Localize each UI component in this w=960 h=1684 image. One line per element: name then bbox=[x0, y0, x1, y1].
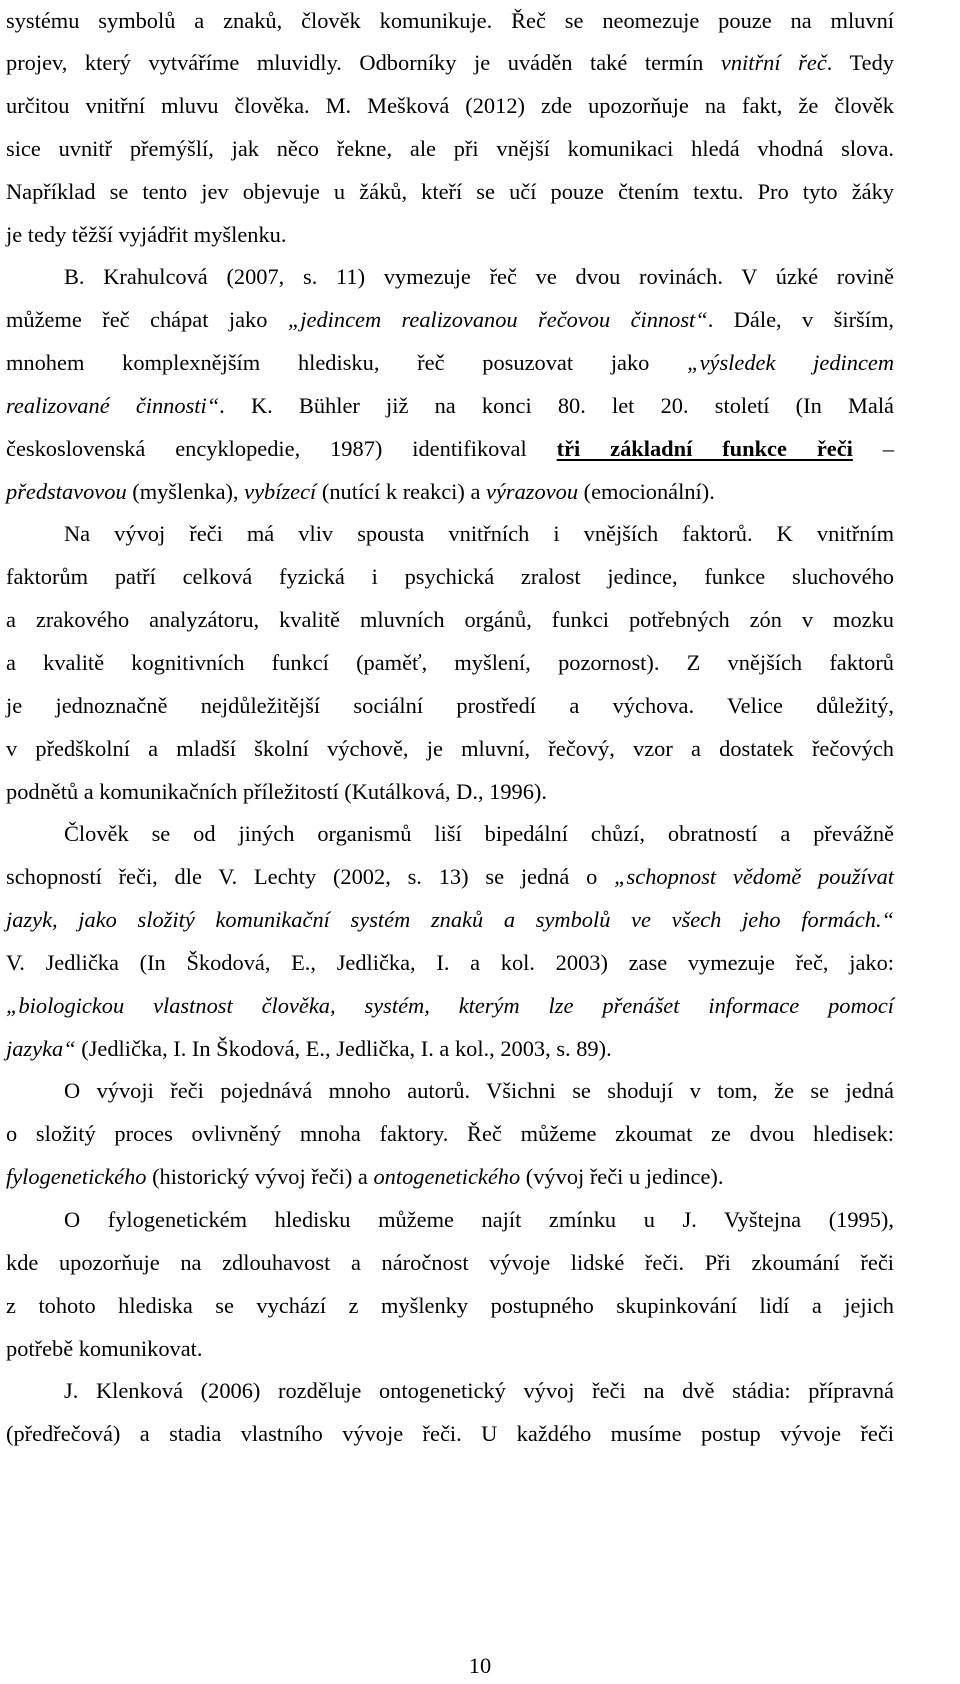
text-line bbox=[6, 1419, 894, 1449]
text-segment: (vývoj řeči u jedince). bbox=[520, 1164, 724, 1189]
text-segment: systému symbolů a znaků, člověk komunikuje. Řeč se neomezuje pouze na mluvní bbox=[6, 8, 894, 33]
emphasized-text: ontogenetického bbox=[373, 1164, 521, 1189]
text-line bbox=[6, 305, 894, 335]
emphasized-text: představovou bbox=[6, 479, 127, 504]
text-segment: a zrakového analyzátoru, kvalitě mluvních orgánů, funkci potřebných zón v mozku bbox=[6, 607, 894, 632]
emphasized-text: „schopnost vědomě používat bbox=[614, 864, 894, 889]
text-segment: O vývoji řeči pojednává mnoho autorů. Všichni se shodují v tom, že se jedná bbox=[64, 1078, 894, 1103]
text-segment: je jednoznačně nejdůležitější sociální prostředí a výchova. Velice důležitý, bbox=[6, 693, 894, 718]
text-segment: mnohem komplexnějším hledisku, řeč posuzovat jako bbox=[6, 350, 688, 375]
text-segment: o složitý proces ovlivněný mnoha faktory. Řeč můžeme zkoumat ze dvou hledisek: bbox=[6, 1121, 894, 1146]
text-segment: (Jedlička, I. In Škodová, E., Jedlička, I. a kol., 2003, s. 89). bbox=[75, 1036, 612, 1061]
text-segment: Na vývoj řeči má vliv spousta vnitřních i vnějších faktorů. K vnitřním bbox=[64, 521, 894, 546]
text-segment: v předškolní a mladší školní výchově, je mluvní, řečový, vzor a dostatek řečových bbox=[6, 736, 894, 761]
text-line bbox=[6, 48, 894, 78]
text-segment: projev, který vytváříme mluvidly. Odborníky je uváděn také termín bbox=[6, 50, 721, 75]
text-segment: potřebě komunikovat. bbox=[6, 1336, 203, 1361]
emphasized-text: „výsledek jedincem bbox=[687, 350, 894, 375]
text-line bbox=[6, 220, 286, 250]
text-segment: z tohoto hlediska se vychází z myšlenky postupného skupinkování lidí a jejich bbox=[6, 1293, 894, 1318]
text-line bbox=[6, 948, 894, 978]
text-segment: určitou vnitřní mluvu člověka. M. Mešková (2012) zde upozorňuje na fakt, že člověk bbox=[6, 93, 894, 118]
text-segment: B. Krahulcová (2007, s. 11) vymezuje řeč ve dvou rovinách. V úzké rovině bbox=[64, 264, 894, 289]
text-segment: můžeme řeč chápat jako bbox=[6, 307, 288, 332]
text-segment: československá encyklopedie, 1987) identifikoval bbox=[6, 436, 557, 461]
text-segment: je tedy těžší vyjádřit myšlenku. bbox=[6, 222, 287, 247]
text-segment: – bbox=[852, 436, 895, 461]
text-line bbox=[64, 1076, 894, 1106]
text-line bbox=[6, 1291, 894, 1321]
text-segment: (myšlenka), bbox=[126, 479, 245, 504]
text-line bbox=[6, 777, 547, 807]
emphasized-text: vnitřní řeč bbox=[720, 50, 827, 75]
emphasized-text: „jedincem realizovanou řečovou činnost“ bbox=[287, 307, 708, 332]
text-line bbox=[6, 862, 894, 892]
text-line bbox=[6, 991, 894, 1021]
text-segment: Člověk se od jiných organismů liší bipedální chůzí, obratností a převážně bbox=[64, 821, 894, 846]
text-segment: O fylogenetickém hledisku můžeme najít zmínku u J. Vyštejna (1995), bbox=[64, 1207, 894, 1232]
emphasized-text: „biologickou vlastnost člověka, systém, kterým lze přenášet informace pomocí bbox=[6, 993, 894, 1018]
text-line bbox=[6, 1248, 894, 1278]
text-segment: (předřečová) a stadia vlastního vývoje řeči. U každého musíme postup vývoje řeči bbox=[6, 1421, 894, 1446]
text-segment: . Tedy bbox=[826, 50, 894, 75]
text-line bbox=[6, 605, 894, 635]
text-line bbox=[64, 519, 894, 549]
emphasized-text: jazyk, jako složitý komunikační systém znaků a symbolů ve všech jeho formách.“ bbox=[6, 907, 894, 932]
text-segment: (historický vývoj řeči) a bbox=[146, 1164, 374, 1189]
emphasized-text: jazyka“ bbox=[6, 1036, 76, 1061]
text-line bbox=[6, 562, 894, 592]
text-segment: schopností řeči, dle V. Lechty (2002, s. 13) se jedná o bbox=[6, 864, 615, 889]
text-segment: podnětů a komunikačních příležitostí (Kutálková, D., 1996). bbox=[6, 779, 547, 804]
text-line bbox=[6, 734, 894, 764]
text-line bbox=[6, 477, 715, 507]
text-segment: V. Jedlička (In Škodová, E., Jedlička, I. a kol. 2003) zase vymezuje řeč, jako: bbox=[6, 950, 894, 975]
text-line bbox=[6, 1034, 612, 1064]
text-segment: sice uvnitř přemýšlí, jak něco řekne, ale při vnější komunikaci hledá vhodná slova. bbox=[6, 136, 894, 161]
emphasized-text: výrazovou bbox=[486, 479, 579, 504]
text-line bbox=[6, 434, 894, 464]
text-line bbox=[6, 6, 894, 36]
emphasized-text: fylogenetického bbox=[6, 1164, 147, 1189]
text-segment: J. Klenková (2006) rozděluje ontogenetický vývoj řeči na dvě stádia: přípravná bbox=[64, 1378, 894, 1403]
emphasized-text: realizované činnosti“ bbox=[6, 393, 220, 418]
text-line bbox=[6, 1162, 724, 1192]
emphasized-text: tři základní funkce řeči bbox=[556, 436, 853, 461]
text-line bbox=[6, 691, 894, 721]
text-line bbox=[6, 177, 894, 207]
emphasized-text: vybízecí bbox=[244, 479, 317, 504]
text-line bbox=[64, 1376, 894, 1406]
text-segment: kde upozorňuje na zdlouhavost a náročnost vývoje lidské řeči. Při zkoumání řeči bbox=[6, 1250, 894, 1275]
text-segment: . Dále, v širším, bbox=[707, 307, 894, 332]
text-segment: Například se tento jev objevuje u žáků, kteří se učí pouze čtením textu. Pro tyto žáky bbox=[6, 179, 894, 204]
text-line bbox=[64, 819, 894, 849]
text-segment: faktorům patří celková fyzická i psychická zralost jedince, funkce sluchového bbox=[6, 564, 894, 589]
text-line bbox=[64, 1205, 894, 1235]
page-number: 10 bbox=[468, 1653, 492, 1678]
text-line bbox=[6, 648, 894, 678]
text-segment: a kvalitě kognitivních funkcí (paměť, myšlení, pozornost). Z vnějších faktorů bbox=[6, 650, 894, 675]
text-segment: . K. Bühler již na konci 80. let 20. století (In Malá bbox=[219, 393, 894, 418]
text-line bbox=[6, 348, 894, 378]
text-line bbox=[6, 391, 894, 421]
text-line bbox=[6, 134, 894, 164]
text-segment: (nutící k reakci) a bbox=[316, 479, 486, 504]
text-segment: (emocionální). bbox=[578, 479, 715, 504]
text-line bbox=[6, 905, 894, 935]
text-line bbox=[6, 1334, 203, 1364]
text-line bbox=[6, 1119, 894, 1149]
text-line bbox=[6, 91, 894, 121]
text-line bbox=[64, 262, 894, 292]
